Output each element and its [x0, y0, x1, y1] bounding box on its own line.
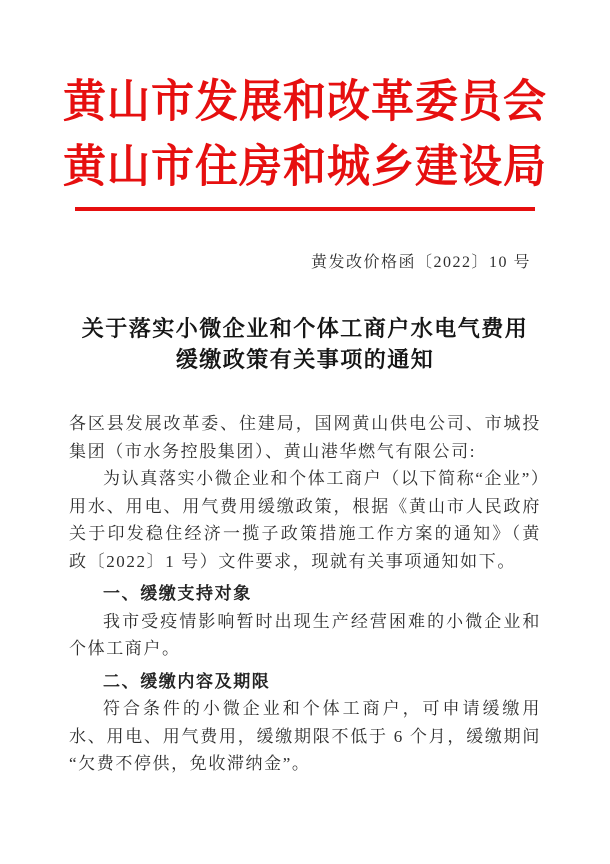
intro-paragraph: 为认真落实小微企业和个体工商户（以下简称“企业”）用水、用电、用气费用缓缴政策，根据《黄山市人民政府关于印发稳住经济一揽子政策措施工作方案的通知》（黄政〔2022〕1 号）文件要求，现就有关事项通知如下。: [69, 469, 541, 571]
document-number: 黄发改价格函〔2022〕10 号: [310, 254, 531, 271]
letterhead: [0, 0, 610, 211]
document-body: [69, 410, 541, 778]
document-title: [0, 313, 610, 375]
document-title-line-1: 关于落实小微企业和个体工商户水电气费用: [81, 316, 529, 341]
section-1-paragraph: 我市受疫情影响暂时出现生产经营困难的小微企业和个体工商户。: [69, 611, 541, 658]
document-title-line-2: 缓缴政策有关事项的通知: [175, 347, 435, 372]
section-2-heading: 二、缓缴内容及期限: [103, 671, 271, 691]
section-1-heading: 一、缓缴支持对象: [103, 584, 252, 603]
section-2-paragraph: 符合条件的小微企业和个体工商户，可申请缓缴用水、用电、用气费用，缓缴期限不低于 6 个月，缓缴期间“欠费不停供，免收滞纳金”。: [69, 699, 541, 773]
red-divider-rule: [75, 207, 535, 211]
issuing-org-line-2: 黄山市住房和城乡建设局: [63, 143, 547, 192]
addressee-paragraph: 各区县发展改革委、住建局，国网黄山供电公司、市城投集团（市水务控股集团）、黄山港华燃气有限公司:: [69, 414, 541, 461]
issuing-org-line-1: 黄山市发展和改革委员会: [63, 78, 547, 127]
